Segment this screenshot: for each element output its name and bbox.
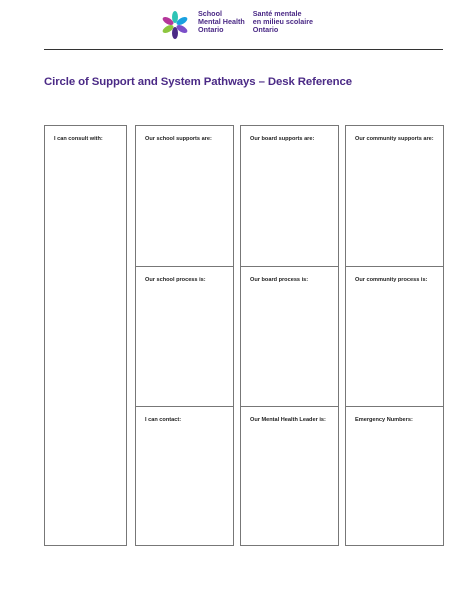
org-name-fr	[253, 10, 313, 35]
community-supports-box[interactable]	[345, 125, 444, 267]
school-process-label: Our school process is:	[145, 277, 206, 283]
org-name-fr-line: en milieu scolaire	[252, 17, 314, 27]
board-process-label: Our board process is:	[250, 277, 309, 283]
org-name-en-line: Ontario	[198, 25, 224, 35]
emergency-numbers-box[interactable]	[345, 406, 444, 546]
org-name-en-line: School	[198, 9, 222, 18]
emergency-numbers-label: Emergency Numbers:	[355, 417, 413, 423]
header-divider	[44, 49, 443, 50]
school-process-box[interactable]	[135, 266, 234, 407]
contact-box[interactable]	[135, 406, 234, 546]
consult-box[interactable]	[44, 125, 127, 546]
mental-health-leader-label: Our Mental Health Leader is:	[250, 417, 326, 423]
pinwheel-logo-icon	[160, 10, 190, 40]
org-name-fr-line: Ontario	[252, 25, 279, 35]
org-name-fr-line: Santé mentale	[252, 9, 302, 18]
board-supports-label: Our board supports are:	[250, 136, 315, 142]
contact-label: I can contact:	[145, 417, 182, 423]
smh-logo	[160, 10, 313, 40]
school-supports-label: Our school supports are:	[145, 136, 212, 142]
board-supports-box[interactable]	[240, 125, 339, 267]
page-title: Circle of Support and System Pathways – Desk Reference	[44, 76, 352, 88]
community-supports-label: Our community supports are:	[355, 136, 434, 142]
community-process-label: Our community process is:	[355, 277, 428, 283]
org-name-en-line: Mental Health	[198, 17, 245, 27]
board-process-box[interactable]	[240, 266, 339, 407]
mental-health-leader-box[interactable]	[240, 406, 339, 546]
community-process-box[interactable]	[345, 266, 444, 407]
school-supports-box[interactable]	[135, 125, 234, 267]
org-name-en	[198, 10, 245, 35]
consult-label: I can consult with:	[54, 136, 103, 142]
